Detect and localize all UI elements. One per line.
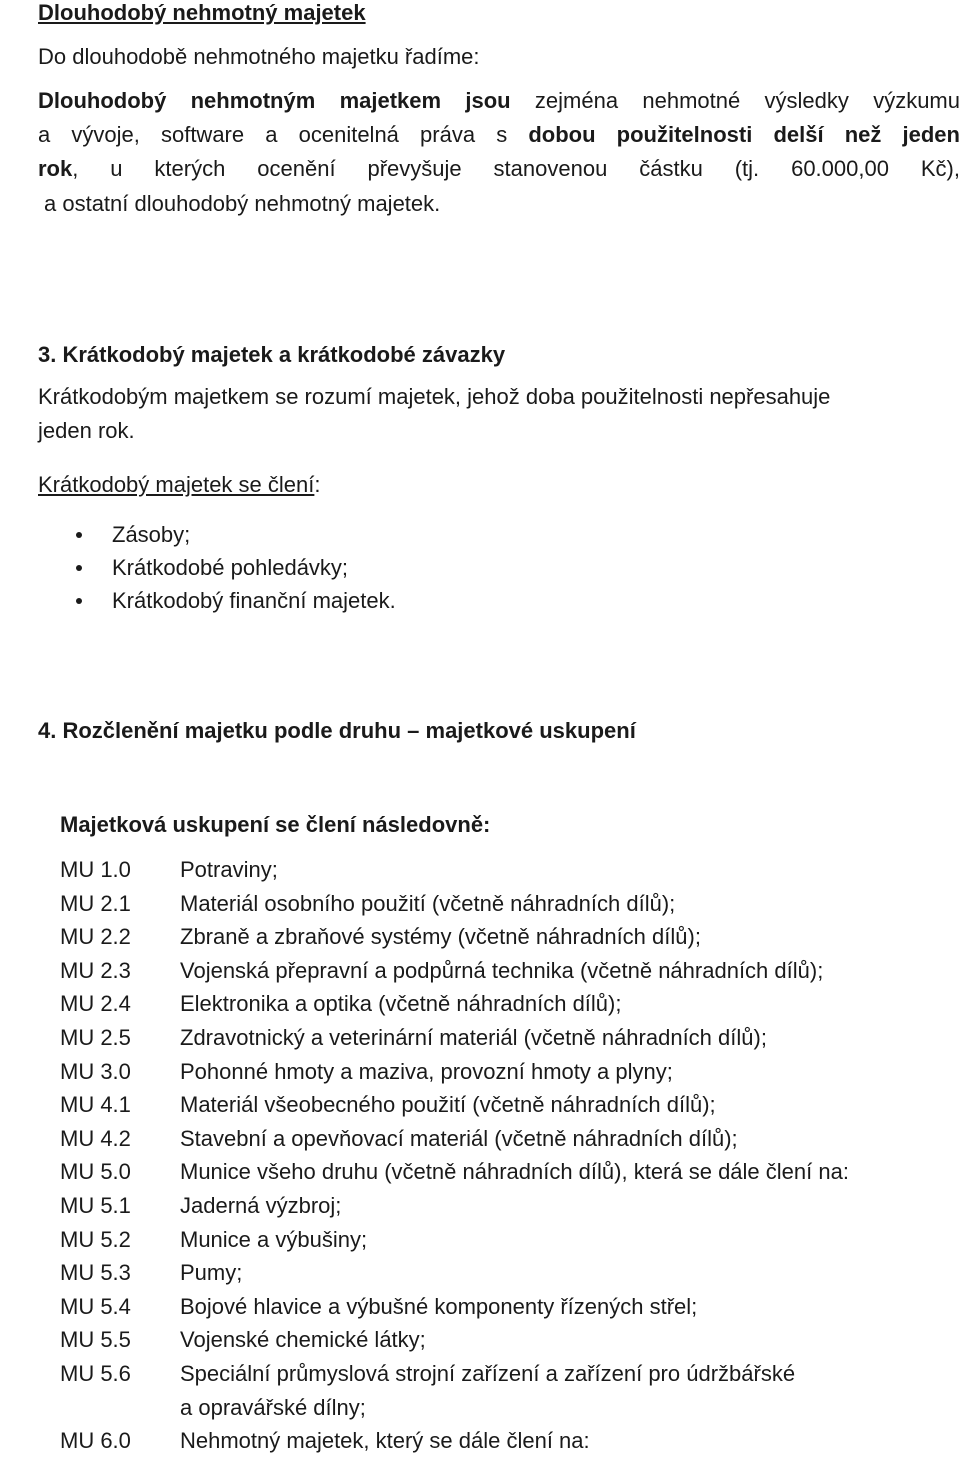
list-item (72, 518, 396, 551)
bullet-icon (76, 598, 82, 604)
text-run: a vývoje, software a ocenitelná práva s (38, 122, 529, 147)
list-item-text: Zásoby; (112, 522, 191, 547)
group-description: Zdravotnický a veterinární materiál (včetně náhradních dílů); (180, 1024, 767, 1050)
list-item (72, 551, 396, 584)
group-description: Elektronika a optika (včetně náhradních dílů); (180, 991, 622, 1017)
group-code: MU 5.1 (60, 1192, 131, 1218)
bullet-icon (76, 532, 82, 538)
group-code: MU 5.0 (60, 1159, 131, 1185)
list-item-text: Krátkodobé pohledávky; (112, 555, 349, 580)
group-description: Pumy; (180, 1260, 243, 1286)
group-description: Bojové hlavice a výbušné komponenty řízených střel; (180, 1293, 698, 1319)
group-description: Pohonné hmoty a maziva, provozní hmoty a plyny; (180, 1058, 673, 1084)
group-code: MU 2.3 (60, 957, 131, 983)
subheading-colon: : (314, 472, 321, 497)
group-code: MU 2.4 (60, 991, 131, 1017)
section-3-text-line1: Krátkodobým majetkem se rozumí majetek, jehož doba použitelnosti nepřesahuje (38, 384, 831, 409)
paragraph-dnm-line2 (38, 118, 960, 152)
group-description: Materiál osobního použití (včetně náhradních dílů); (180, 890, 676, 916)
group-description: Stavební a opevňovací materiál (včetně náhradních dílů); (180, 1125, 738, 1151)
group-description: Vojenská přepravní a podpůrná technika (včetně náhradních dílů); (180, 957, 824, 983)
list-item-text: Krátkodobý finanční majetek. (112, 588, 396, 613)
group-code: MU 2.2 (60, 924, 131, 950)
group-description-line2: a opravářské dílny; (180, 1394, 366, 1420)
group-description: Vojenské chemické látky; (180, 1327, 426, 1353)
group-description: Jaderná výzbroj; (180, 1192, 342, 1218)
bold-term: Dlouhodobý nehmotným majetkem jsou (38, 88, 511, 113)
group-code: MU 6.0 (60, 1428, 131, 1454)
paragraph-dnm-line3 (38, 152, 960, 186)
group-description: Potraviny; (180, 857, 278, 882)
bold-term: rok (38, 156, 73, 181)
group-description: Munice všeho druhu (včetně náhradních dílů), která se dále člení na: (180, 1159, 849, 1185)
group-description (180, 1357, 795, 1424)
section-3-title: 3. Krátkodobý majetek a krátkodobé závazky (38, 342, 506, 367)
bullet-icon (76, 565, 82, 571)
group-code: MU 3.0 (60, 1058, 131, 1084)
group-code: MU 1.0 (60, 857, 131, 882)
group-description: Munice a výbušiny; (180, 1226, 368, 1252)
section-4-title: 4. Rozčlenění majetku podle druhu – majetkové uskupení (38, 718, 636, 743)
section-3-subheading (38, 468, 321, 502)
group-code: MU 5.5 (60, 1327, 131, 1353)
short-term-assets-list (72, 518, 396, 617)
group-description: Zbraně a zbraňové systémy (včetně náhradních dílů); (180, 924, 701, 950)
text-run: , u kterých ocenění převyšuje stanovenou částku (tj. 60.000,00 Kč), (72, 156, 960, 181)
group-description: Materiál všeobecného použití (včetně náhradních dílů); (180, 1092, 716, 1118)
paragraph-dnm-line4: a ostatní dlouhodobý nehmotný majetek. (44, 191, 441, 216)
bold-term: dobou použitelnosti delší než jeden (528, 122, 960, 147)
section-3-text-line2: jeden rok. (38, 418, 135, 443)
group-code: MU 5.6 (60, 1360, 131, 1386)
list-item (72, 584, 396, 617)
group-code: MU 4.1 (60, 1092, 131, 1118)
group-code: MU 2.1 (60, 890, 131, 916)
group-code: MU 5.4 (60, 1293, 131, 1319)
intro-text: Do dlouhodobě nehmotného majetku řadíme: (38, 44, 480, 69)
group-code: MU 5.3 (60, 1260, 131, 1286)
group-description-line1: Speciální průmyslová strojní zařízení a zařízení pro údržbářské (180, 1360, 796, 1386)
group-code: MU 4.2 (60, 1125, 131, 1151)
subheading-text: Krátkodobý majetek se člení (38, 472, 315, 497)
group-code: MU 5.2 (60, 1226, 131, 1252)
paragraph-dnm-line1 (38, 84, 960, 118)
text-run: zejména nehmotné výsledky výzkumu (510, 88, 960, 113)
group-code: MU 2.5 (60, 1024, 131, 1050)
section-4-subtitle: Majetková uskupení se člení následovně: (60, 812, 491, 837)
section-heading-dnm: Dlouhodobý nehmotný majetek (38, 0, 366, 25)
group-description: Nehmotný majetek, který se dále člení na: (180, 1428, 590, 1454)
